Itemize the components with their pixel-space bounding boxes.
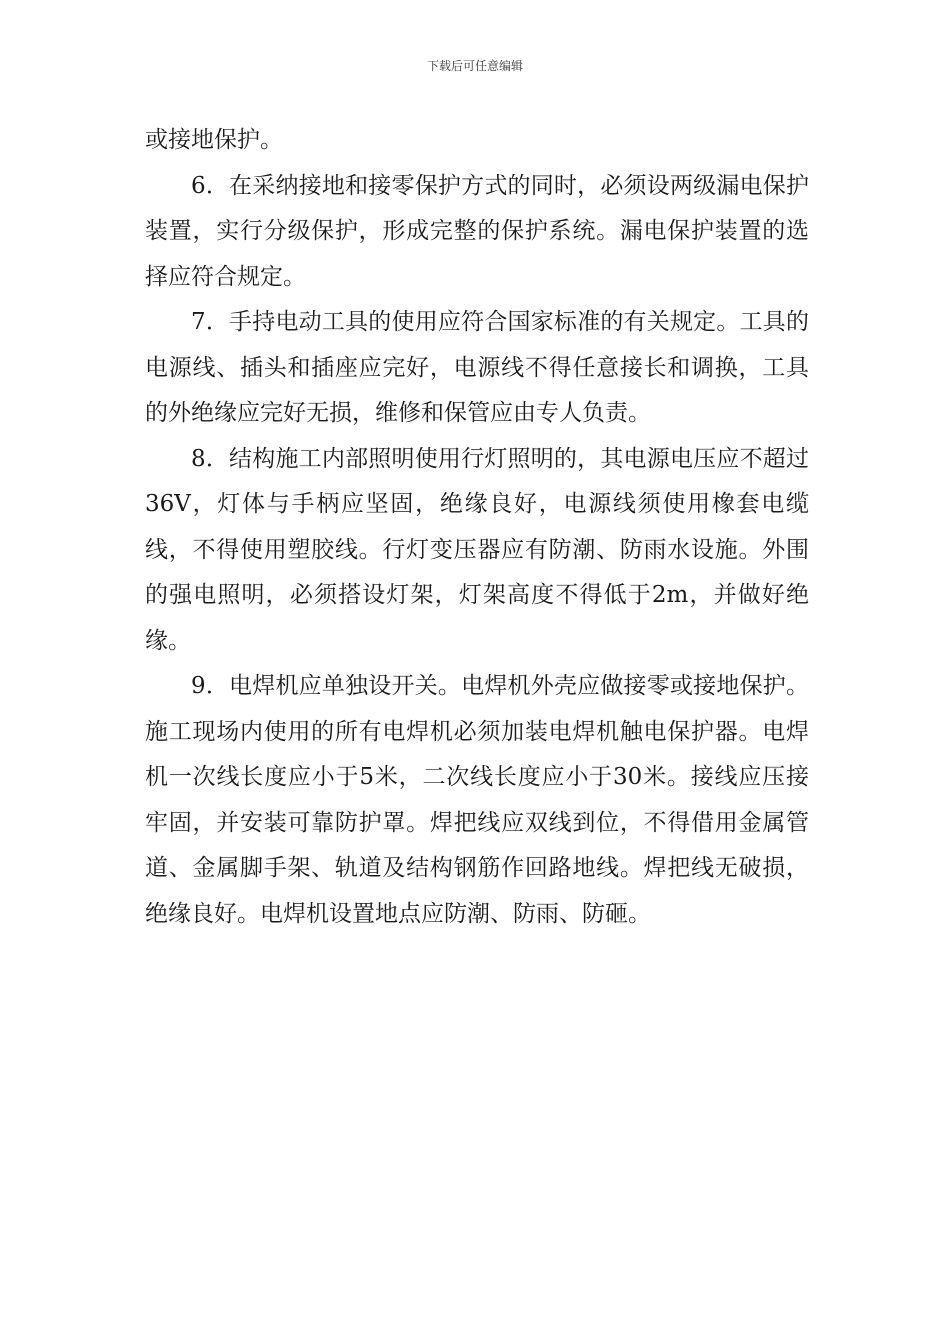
paragraph-continuation: 或接地保护。 — [145, 127, 283, 153]
paragraph-item-9: 9．电焊机应单独设开关。电焊机外壳应做接零或接地保护。施工现场内使用的所有电焊机必须加装电焊机触电保护器。电焊机一次线长度应小于5米，二次线长度应小于30米。接线应压接牢固，并安装可靠防护罩。焊把线应双线到位，不得借用金属管道、金属脚手架、轨道及结构钢筋作回路地线。焊把线无破损，绝缘良好。电焊机设置地点应防潮、防雨、防砸。 — [145, 673, 809, 927]
paragraph-item-7: 7．手持电动工具的使用应符合国家标准的有关规定。工具的电源线、插头和插座应完好，电源线不得任意接长和调换，工具的外绝缘应完好无损，维修和保管应由专人负责。 — [145, 309, 809, 426]
document-body — [145, 118, 809, 937]
paragraph-item-8: 8．结构施工内部照明使用行灯照明的，其电源电压应不超过36V，灯体与手柄应坚固，绝缘良好，电源线须使用橡套电缆线，不得使用塑胶线。行灯变压器应有防潮、防雨水设施。外围的强电照明，必须搭设灯架，灯架高度不得低于2m，并做好绝缘。 — [145, 445, 809, 654]
page-header: 下载后可任意编辑 — [426, 59, 523, 73]
paragraph-item-6: 6．在采纳接地和接零保护方式的同时，必须设两级漏电保护装置，实行分级保护，形成完整的保护系统。漏电保护装置的选择应符合规定。 — [145, 172, 809, 290]
